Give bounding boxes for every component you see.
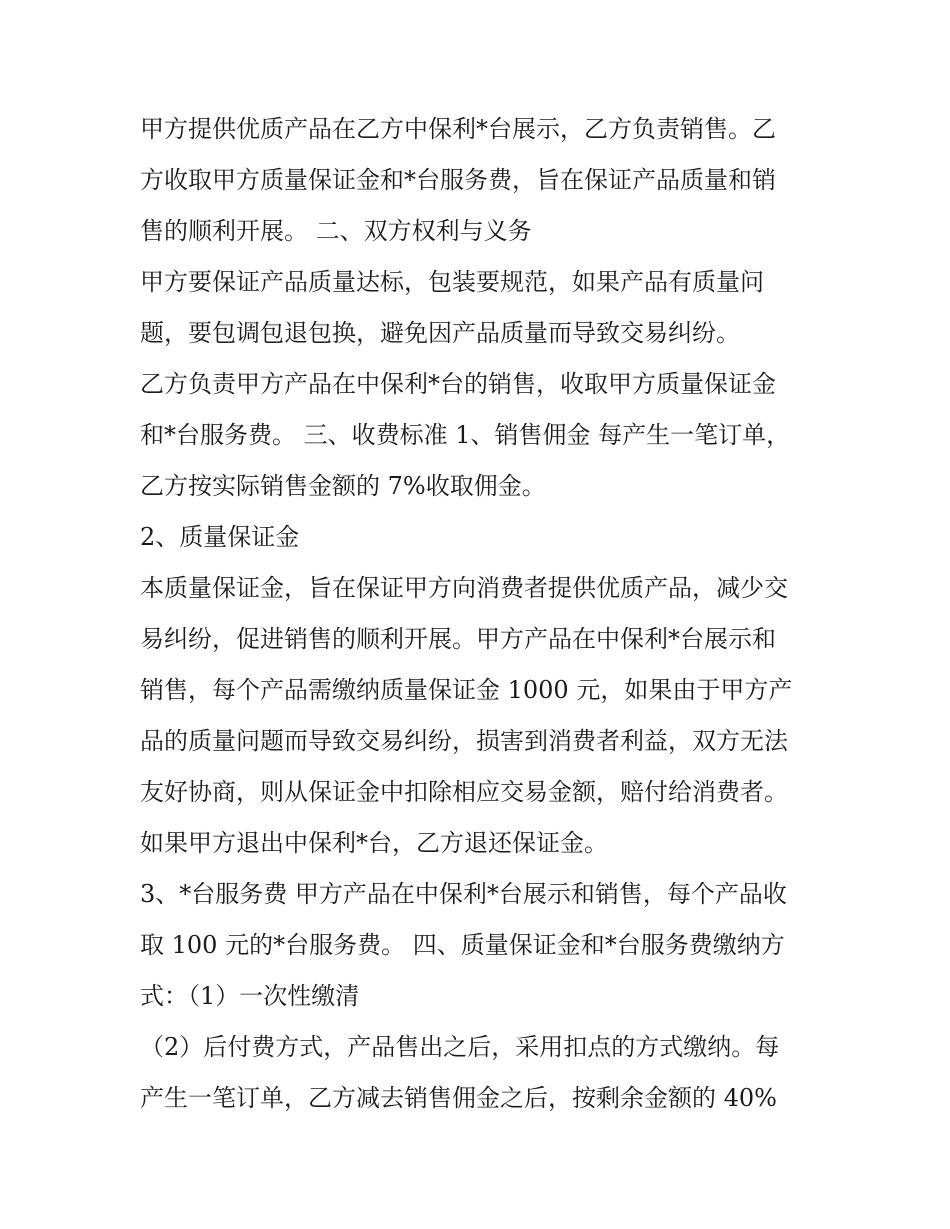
text-line: 3、*台服务费 甲方产品在中保利*台展示和销售，每个产品收 bbox=[140, 880, 787, 908]
text-line: （2）后付费方式，产品售出之后，采用扣点的方式缴纳。每 bbox=[140, 1033, 780, 1061]
text-line: 友好协商，则从保证金中扣除相应交易金额，赔付给消费者。 bbox=[140, 778, 788, 806]
text-line: 乙方按实际销售金额的 7%收取佣金。 bbox=[140, 472, 546, 500]
text-line: 甲方提供优质产品在乙方中保利*台展示，乙方负责销售。乙 bbox=[140, 115, 776, 143]
text-line: 售的顺利开展。 二、双方权利与义务 bbox=[140, 217, 532, 245]
document-body bbox=[140, 104, 830, 1124]
text-line: 甲方要保证产品质量达标，包装要规范，如果产品有质量问 bbox=[140, 268, 764, 296]
text-line: 产生一笔订单，乙方减去销售佣金之后，按剩余金额的 40% bbox=[140, 1084, 777, 1112]
text-line: 方收取甲方质量保证金和*台服务费，旨在保证产品质量和销 bbox=[140, 166, 776, 194]
text-line: 乙方负责甲方产品在中保利*台的销售，收取甲方质量保证金 bbox=[140, 370, 776, 398]
text-line: 如果甲方退出中保利*台，乙方退还保证金。 bbox=[140, 829, 608, 857]
text-line: 易纠纷，促进销售的顺利开展。甲方产品在中保利*台展示和 bbox=[140, 625, 776, 653]
text-line: 和*台服务费。 三、收费标准 1、销售佣金 每产生一笔订单， bbox=[140, 421, 791, 449]
text-line: 2、质量保证金 bbox=[140, 523, 300, 551]
text-line: 品的质量问题而导致交易纠纷，损害到消费者利益，双方无法 bbox=[140, 727, 788, 755]
text-line: 取 100 元的*台服务费。 四、质量保证金和*台服务费缴纳方 bbox=[140, 931, 785, 959]
text-line: 本质量保证金，旨在保证甲方向消费者提供优质产品，减少交 bbox=[140, 574, 788, 602]
text-line: 题，要包调包退包换，避免因产品质量而导致交易纠纷。 bbox=[140, 319, 740, 347]
text-line: 式：（1）一次性缴清 bbox=[140, 982, 360, 1010]
text-line: 销售，每个产品需缴纳质量保证金 1000 元，如果由于甲方产 bbox=[140, 676, 793, 704]
